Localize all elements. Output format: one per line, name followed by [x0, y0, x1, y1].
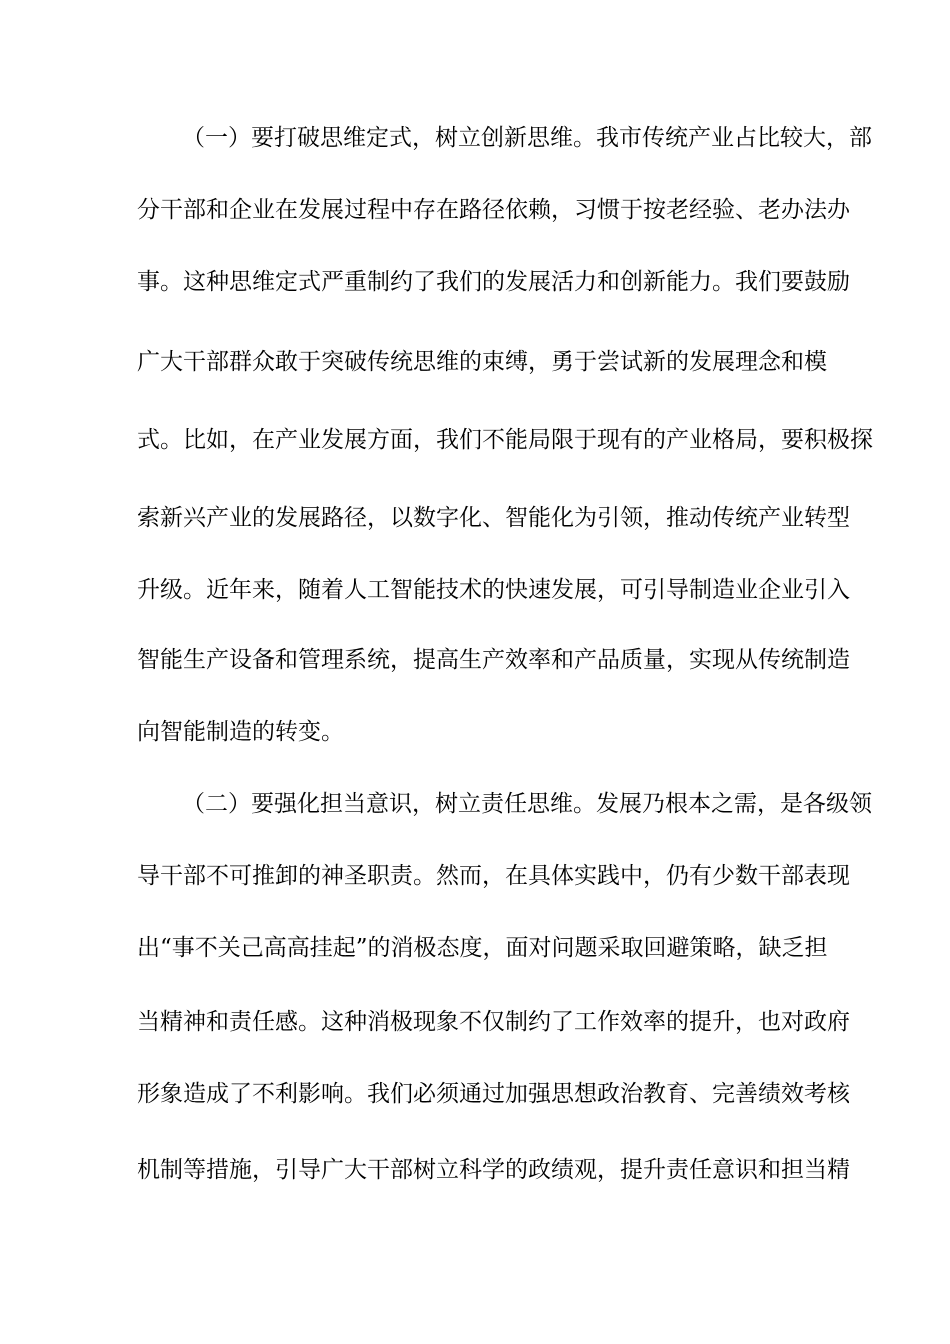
paragraph-2-line-4: 当精神和责任感。这种消极现象不仅制约了工作效率的提升，也对政府	[137, 1009, 850, 1035]
paragraph-1-line-4: 广大干部群众敢于突破传统思维的束缚，勇于尝试新的发展理念和模	[137, 349, 827, 375]
paragraph-1-line-5: 式。比如，在产业发展方面，我们不能局限于现有的产业格局，要积极探	[137, 427, 873, 453]
paragraph-1-line-9: 向智能制造的转变。	[137, 719, 344, 745]
paragraph-1-line-3: 事。这种思维定式严重制约了我们的发展活力和创新能力。我们要鼓励	[137, 269, 850, 295]
paragraph-2-line-1: （二）要强化担当意识，树立责任思维。发展乃根本之需，是各级领	[182, 791, 872, 817]
paragraph-2-line-6: 机制等措施，引导广大干部树立科学的政绩观，提升责任意识和担当精	[137, 1157, 850, 1183]
paragraph-1-line-6: 索新兴产业的发展路径，以数字化、智能化为引领，推动传统产业转型	[137, 505, 850, 531]
paragraph-1-line-8: 智能生产设备和管理系统，提高生产效率和产品质量，实现从传统制造	[137, 647, 850, 673]
paragraph-2-line-3: 出“事不关己高高挂起”的消极态度，面对问题采取回避策略，缺乏担	[137, 935, 828, 961]
paragraph-1-line-7: 升级。近年来，随着人工智能技术的快速发展，可引导制造业企业引入	[137, 577, 850, 603]
paragraph-1-line-2: 分干部和企业在发展过程中存在路径依赖，习惯于按老经验、老办法办	[137, 197, 850, 223]
paragraph-2-line-2: 导干部不可推卸的神圣职责。然而，在具体实践中，仍有少数干部表现	[137, 863, 850, 889]
paragraph-2-line-5: 形象造成了不利影响。我们必须通过加强思想政治教育、完善绩效考核	[137, 1081, 850, 1107]
paragraph-1-line-1: （一）要打破思维定式，树立创新思维。我市传统产业占比较大，部	[182, 125, 872, 151]
